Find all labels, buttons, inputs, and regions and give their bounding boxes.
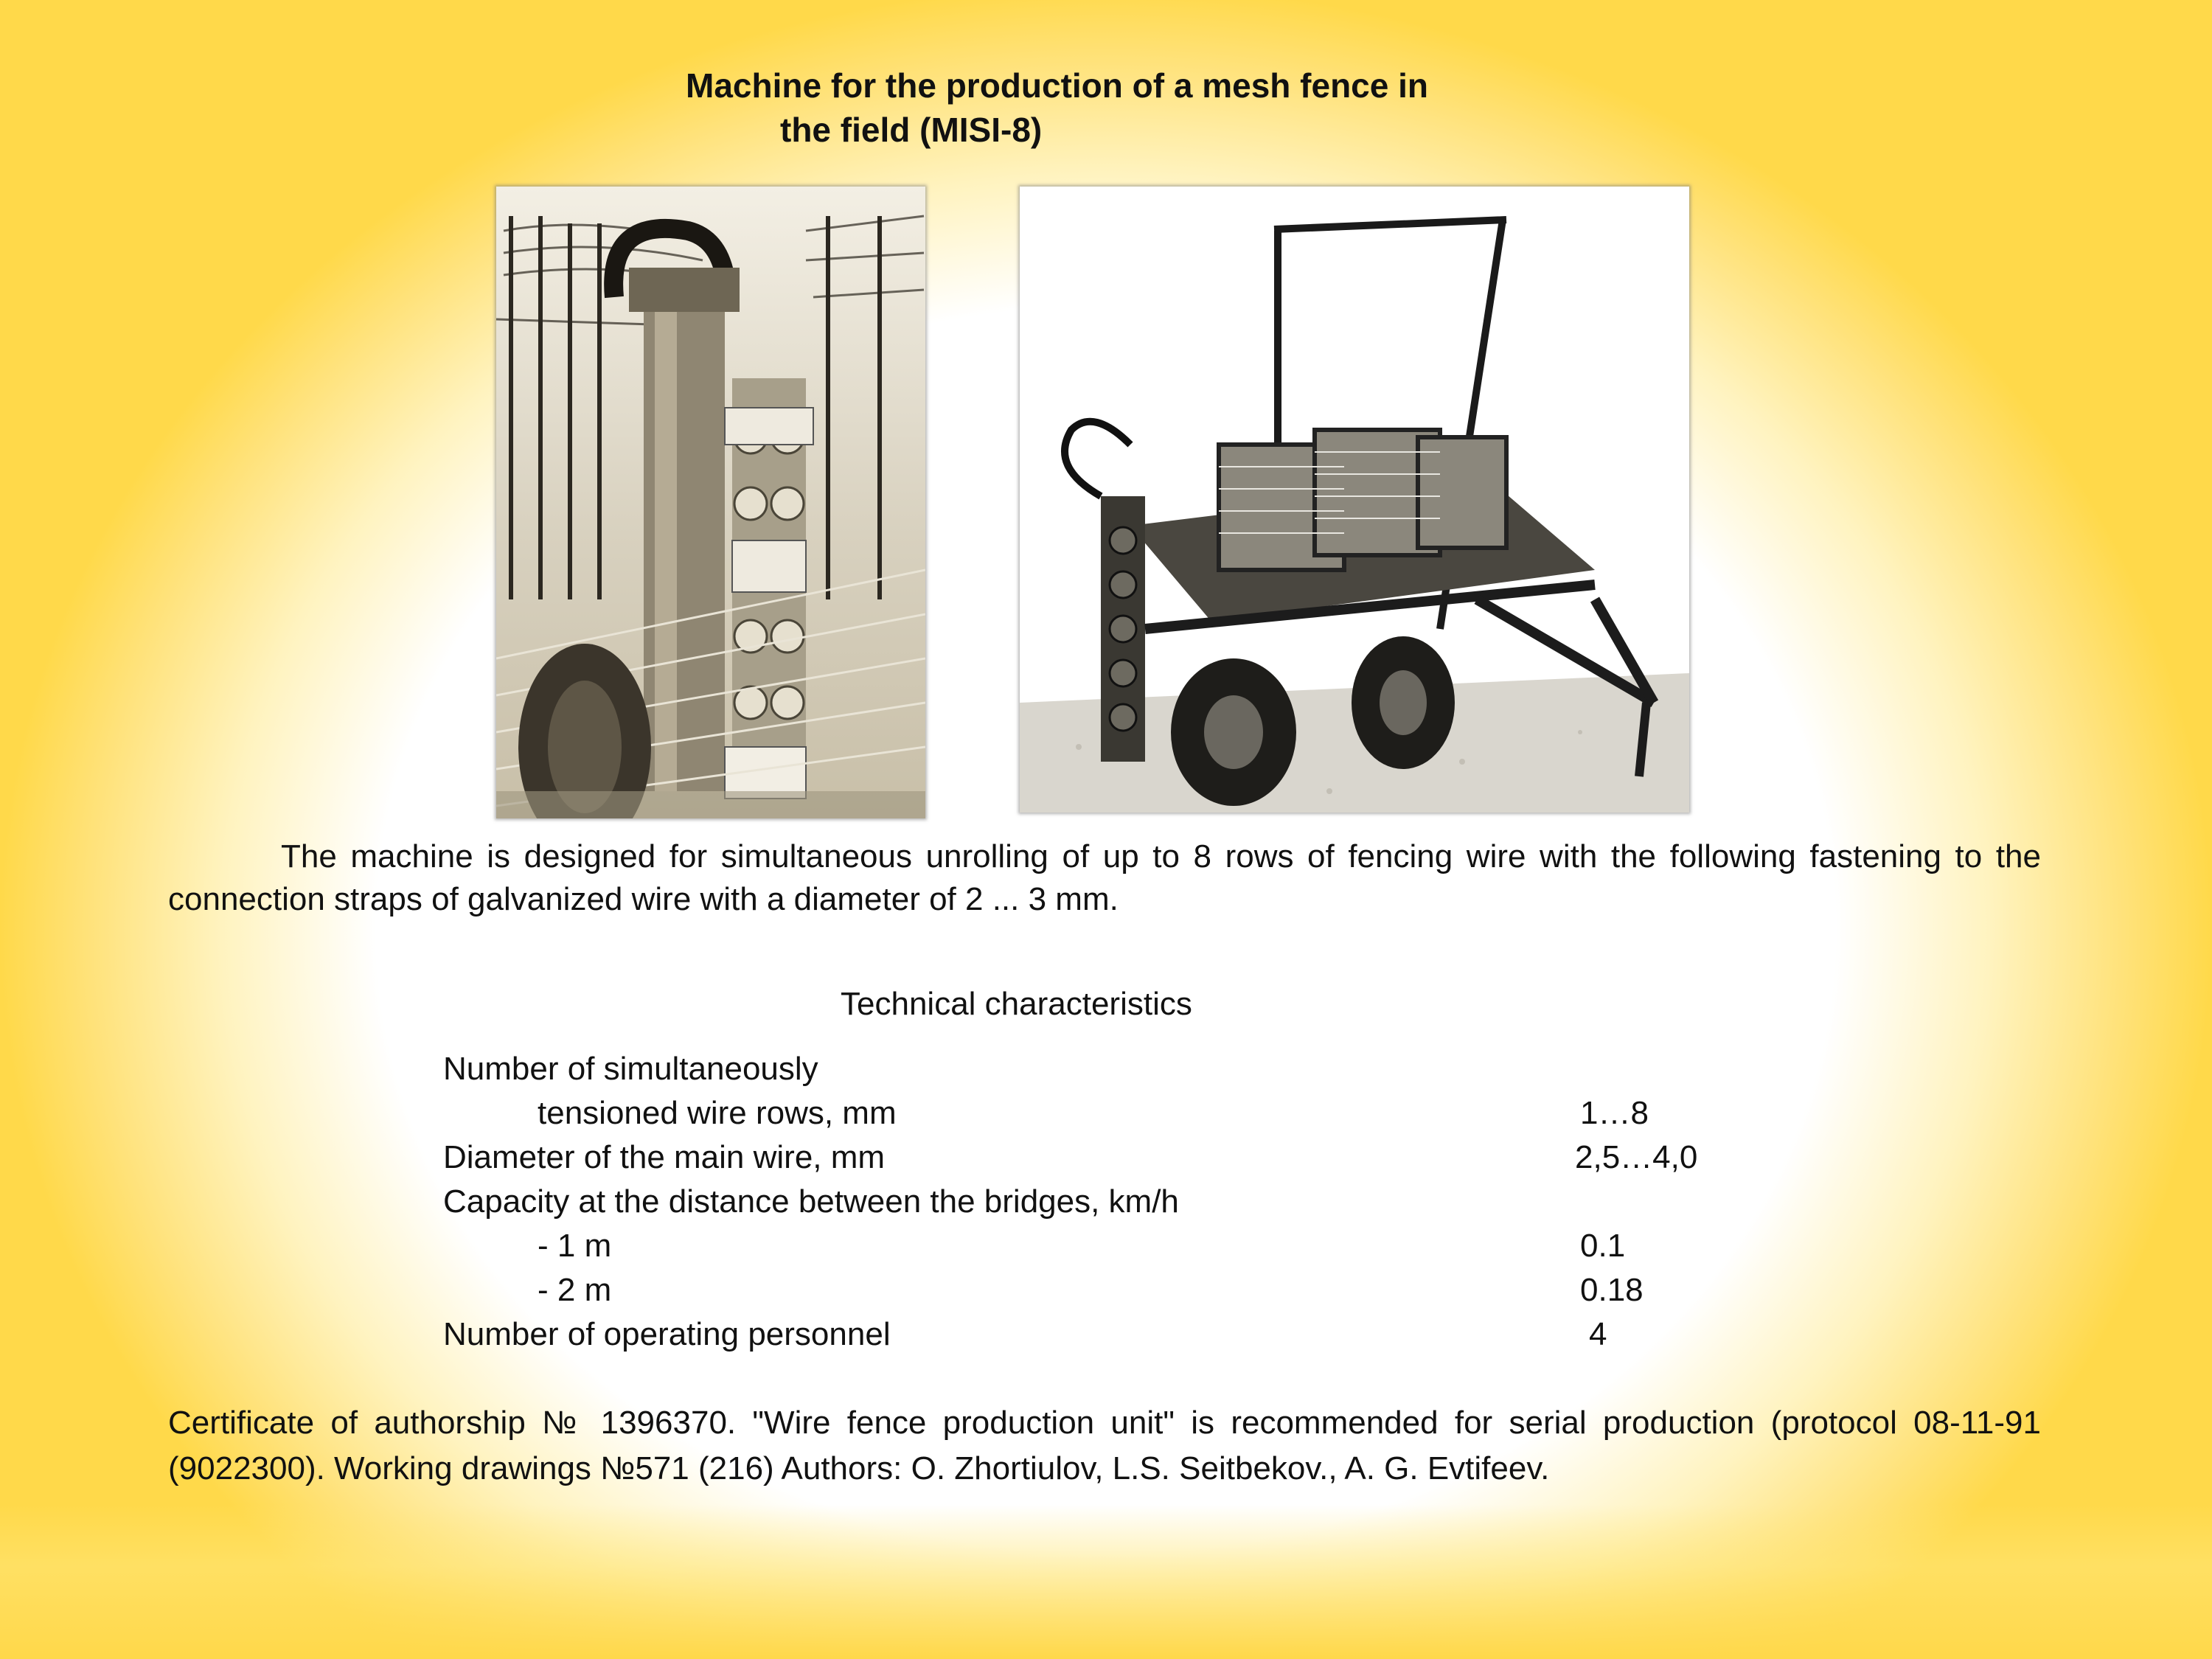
- machine-trailer-photo: [1020, 187, 1689, 813]
- spec-value-row-7: 4: [1589, 1316, 1607, 1352]
- certificate-note: Certificate of authorship № 1396370. "Wire fence production unit" is recommended for serial production (protocol 08-11-91 (9022300). Working drawings №571 (216) Authors: O. Zhortiulov, L.S. Seitbekov., A. G. Evtifeev.: [168, 1405, 2041, 1486]
- spec-label-row-3: Diameter of the main wire, mm: [443, 1139, 886, 1175]
- spec-value-row-6: 0.18: [1580, 1272, 1644, 1308]
- spec-label-row-7: Number of operating personnel: [443, 1316, 891, 1352]
- spec-value-row-5: 0.1: [1580, 1228, 1626, 1264]
- spec-label-row-6: - 2 m: [538, 1272, 612, 1308]
- title-line-2: the field (MISI-8): [780, 111, 1043, 149]
- machine-description: The machine is designed for simultaneous unrolling of up to 8 rows of fencing wire with the following fastening to the connection straps of galvanized wire with a diameter of 2 ... 3 mm.: [168, 838, 2041, 917]
- spec-label-row-2: tensioned wire rows, mm: [538, 1095, 897, 1131]
- page-title: [686, 63, 1600, 152]
- title-line-1: Machine for the production of a mesh fence in: [686, 66, 1428, 105]
- spec-label-row-1: Number of simultaneously: [443, 1051, 818, 1087]
- spec-label-row-4: Capacity at the distance between the bridges, km/h: [443, 1183, 1179, 1220]
- spec-value-row-2: 1…8: [1580, 1095, 1649, 1131]
- machine-closeup-photo: [496, 187, 925, 818]
- spec-label-row-5: - 1 m: [538, 1228, 612, 1264]
- spec-value-row-3: 2,5…4,0: [1575, 1139, 1698, 1175]
- technical-characteristics-heading: Technical characteristics: [841, 986, 1192, 1022]
